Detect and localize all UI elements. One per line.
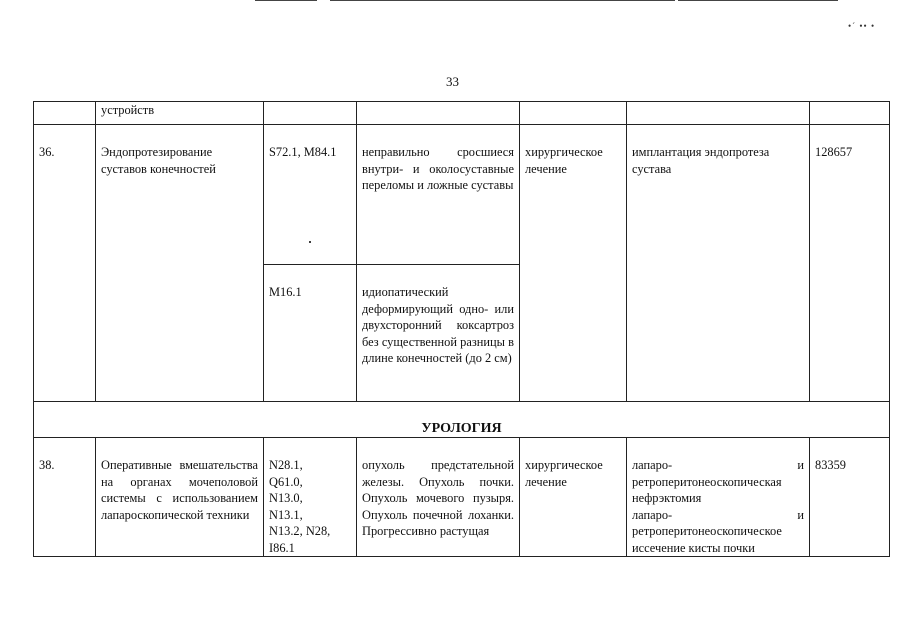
cell-code [264,102,357,125]
cell-method: имплантация эндопротеза сустава [627,125,810,402]
cell-num: 36. [34,125,96,402]
cell-model: идиопатический деформирующий одно- или двухсторонний коксартроз без существенной разницы в длине конечностей (до 2 см) [357,265,520,402]
cell-method [627,438,810,557]
cell-cost [810,102,890,125]
cell-name: Оперативные вмешательства на органах мочеполовой системы с использованием лапароскопической техники [96,438,264,557]
cell-model: опухоль предстательной железы. Опухоль почки. Опухоль мочевого пузыря. Опухоль почечной лоханки. Прогрессивно растущая [357,438,520,557]
code-line: N28.1, [269,458,303,472]
table-row-38 [34,438,890,557]
cell-code [264,125,357,265]
code-line: I86.1 [269,540,295,555]
cell-method [627,102,810,125]
section-row [34,402,890,438]
method-line: лапаро- и ретроперитонеоскопическое иссечение кисты почки [632,507,804,555]
header-rule-middle [330,0,675,1]
page-number: 33 [446,74,459,89]
header-rule-left [255,0,317,1]
table-row-36a [34,125,890,265]
cell-cost: 83359 [810,438,890,557]
code-line: N13.1, [269,507,303,522]
cell-name: устройств [96,102,264,125]
medical-care-table [33,101,890,557]
scan-dot [309,241,311,243]
cell-model [357,102,520,125]
cell-treatment: хирургическое лечение [520,125,627,402]
cell-treatment: хирургическое лечение [520,438,627,557]
code-line: Q61.0, [269,474,303,489]
cell-num: 38. [34,438,96,557]
cell-name: Эндопротезирование суставов конечностей [96,125,264,402]
code-text: S72.1, M84.1 [269,145,337,159]
scan-marks: •´ •• • [848,21,876,31]
cell-num [34,102,96,125]
header-rule-right [678,0,838,1]
section-title: УРОЛОГИЯ [34,402,890,438]
cell-cost: 128657 [810,125,890,402]
table-row-continuation [34,102,890,125]
cell-model: неправильно сросшиеся внутри- и околосуставные переломы и ложные суставы [357,125,520,265]
code-line: N13.0, [269,491,303,505]
cell-treatment [520,102,627,125]
code-line: N13.2, N28, [269,524,331,538]
method-line: лапаро- и ретроперитонеоскопическая нефрэктомия [632,458,804,505]
cell-code: M16.1 [264,265,357,402]
cell-code [264,438,357,557]
